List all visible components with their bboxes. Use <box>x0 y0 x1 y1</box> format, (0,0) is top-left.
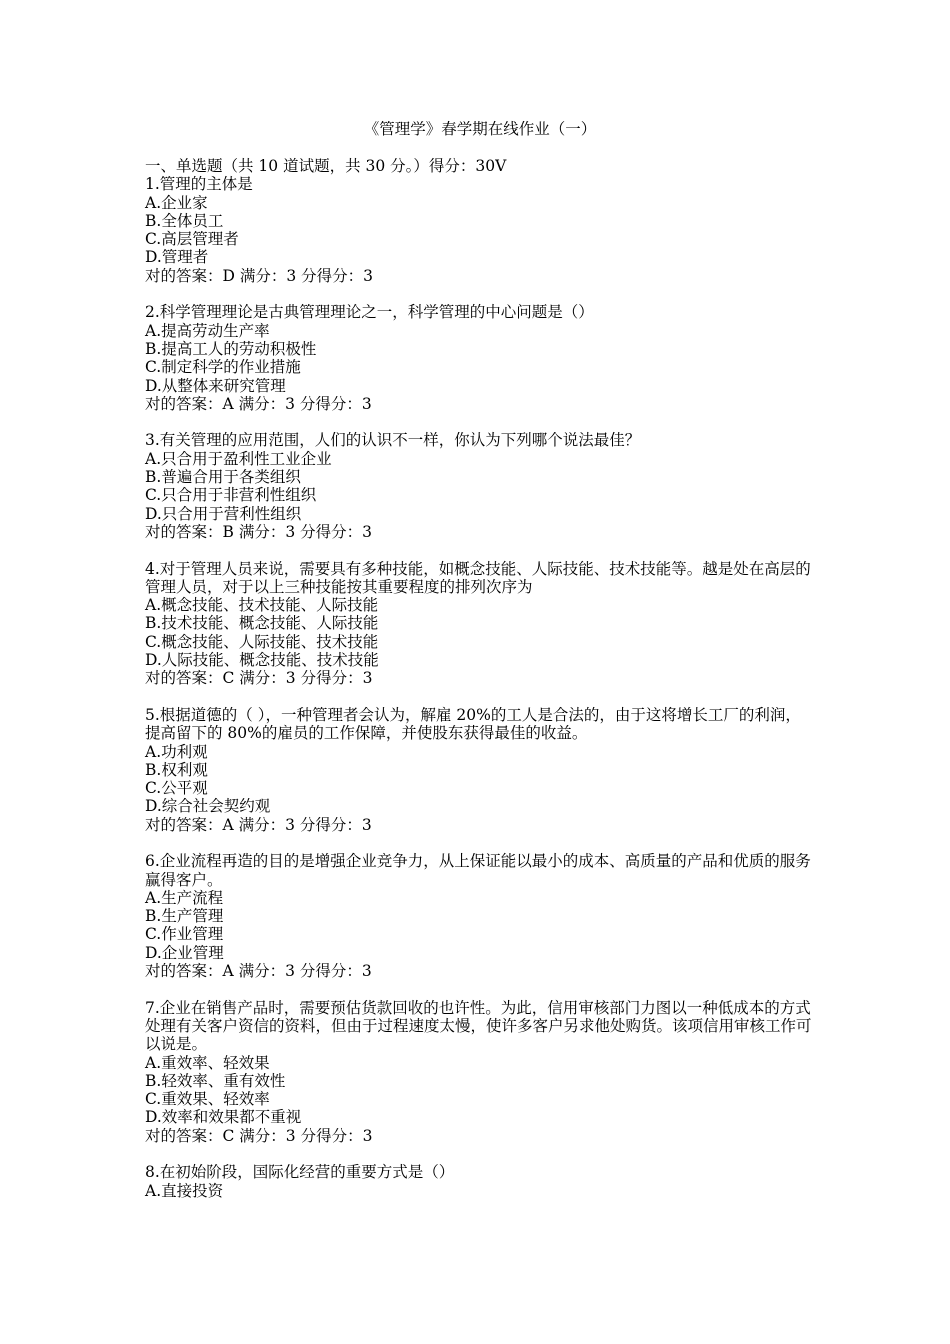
answer-option: D.效率和效果都不重视 <box>145 1108 302 1127</box>
document-title: 《管理学》春学期在线作业（一） <box>363 120 597 138</box>
answer-option: B.轻效率、重有效性 <box>145 1071 286 1090</box>
question-item <box>145 852 815 980</box>
answer-option: D.只合用于营利性组织 <box>145 504 302 523</box>
question-stem: 4.对于管理人员来说，需要具有多种技能，如概念技能、人际技能、技术技能等。越是处在高层的管理人员，对于以上三种技能按其重要程度的排列次序为 <box>145 559 811 596</box>
correct-answer-line: 对的答案：B 满分：3 分得分：3 <box>145 522 372 541</box>
answer-option: A.只合用于盈利性工业企业 <box>145 449 332 468</box>
question-item <box>145 1163 815 1200</box>
question-item <box>145 431 815 541</box>
answer-option: D.综合社会契约观 <box>145 797 271 816</box>
answer-option: B.权利观 <box>145 760 208 779</box>
answer-option: D.企业管理 <box>145 943 224 962</box>
answer-option: C.概念技能、人际技能、技术技能 <box>145 632 379 651</box>
question-stem: 3.有关管理的应用范围，人们的认识不一样，你认为下列哪个说法最佳？ <box>145 431 641 450</box>
answer-option: B.生产管理 <box>145 907 224 926</box>
answer-option: A.功利观 <box>145 742 208 761</box>
question-list <box>145 175 815 1200</box>
correct-answer-line: 对的答案：C 满分：3 分得分：3 <box>145 669 373 688</box>
answer-option: A.概念技能、技术技能、人际技能 <box>145 596 379 615</box>
question-item <box>145 560 815 688</box>
question-item <box>145 175 815 285</box>
answer-option: A.生产流程 <box>145 888 224 907</box>
answer-option: B.技术技能、概念技能、人际技能 <box>145 614 379 633</box>
correct-answer-line: 对的答案：D 满分：3 分得分：3 <box>145 266 374 285</box>
answer-option: C.公平观 <box>145 779 208 798</box>
answer-option: A.直接投资 <box>145 1181 224 1200</box>
correct-answer-line: 对的答案：C 满分：3 分得分：3 <box>145 1126 373 1145</box>
answer-option: A.提高劳动生产率 <box>145 321 270 340</box>
question-stem: 5.根据道德的（ ），一种管理者会认为，解雇 20%的工人是合法的，由于这将增长工厂的利润，提高留下的 80%的雇员的工作保障，并使股东获得最佳的收益。 <box>145 705 801 743</box>
question-stem: 6.企业流程再造的目的是增强企业竞争力，从上保证能以最小的成本、高质量的产品和优质的服务赢得客户。 <box>145 852 811 889</box>
answer-option: D.人际技能、概念技能、技术技能 <box>145 651 379 670</box>
question-stem: 7.企业在销售产品时，需要预估货款回收的也许性。为此，信用审核部门力图以一种低成本的方式处理有关客户资信的资料，但由于过程速度太慢，使许多客户另求他处购货。该项信用审核工作可以说是。 <box>145 998 812 1054</box>
question-stem: 8.在初始阶段，国际化经营的重要方式是（） <box>145 1163 455 1182</box>
correct-answer-line: 对的答案：A 满分：3 分得分：3 <box>145 962 372 981</box>
answer-option: A.重效率、轻效果 <box>145 1053 270 1072</box>
answer-option: D.从整体来研究管理 <box>145 376 286 395</box>
answer-option: D.管理者 <box>145 248 209 267</box>
answer-option: C.作业管理 <box>145 925 224 944</box>
document-page <box>145 120 815 1218</box>
question-stem: 1.管理的主体是 <box>145 175 253 194</box>
question-item <box>145 706 815 834</box>
correct-answer-line: 对的答案：A 满分：3 分得分：3 <box>145 394 372 413</box>
question-item <box>145 303 815 413</box>
question-stem: 2.科学管理理论是古典管理理论之一，科学管理的中心问题是（） <box>145 303 594 322</box>
question-item <box>145 999 815 1145</box>
correct-answer-line: 对的答案：A 满分：3 分得分：3 <box>145 815 372 834</box>
answer-option: C.重效果、轻效率 <box>145 1090 270 1109</box>
section-header: 一、单选题（共 10 道试题，共 30 分。）得分：30V <box>145 157 507 175</box>
answer-option: C.高层管理者 <box>145 230 239 249</box>
answer-option: B.提高工人的劳动积极性 <box>145 339 317 358</box>
answer-option: C.制定科学的作业措施 <box>145 358 301 377</box>
answer-option: B.全体员工 <box>145 211 224 230</box>
answer-option: A.企业家 <box>145 193 208 212</box>
answer-option: C.只合用于非营利性组织 <box>145 486 317 505</box>
answer-option: B.普遍合用于各类组织 <box>145 468 301 487</box>
